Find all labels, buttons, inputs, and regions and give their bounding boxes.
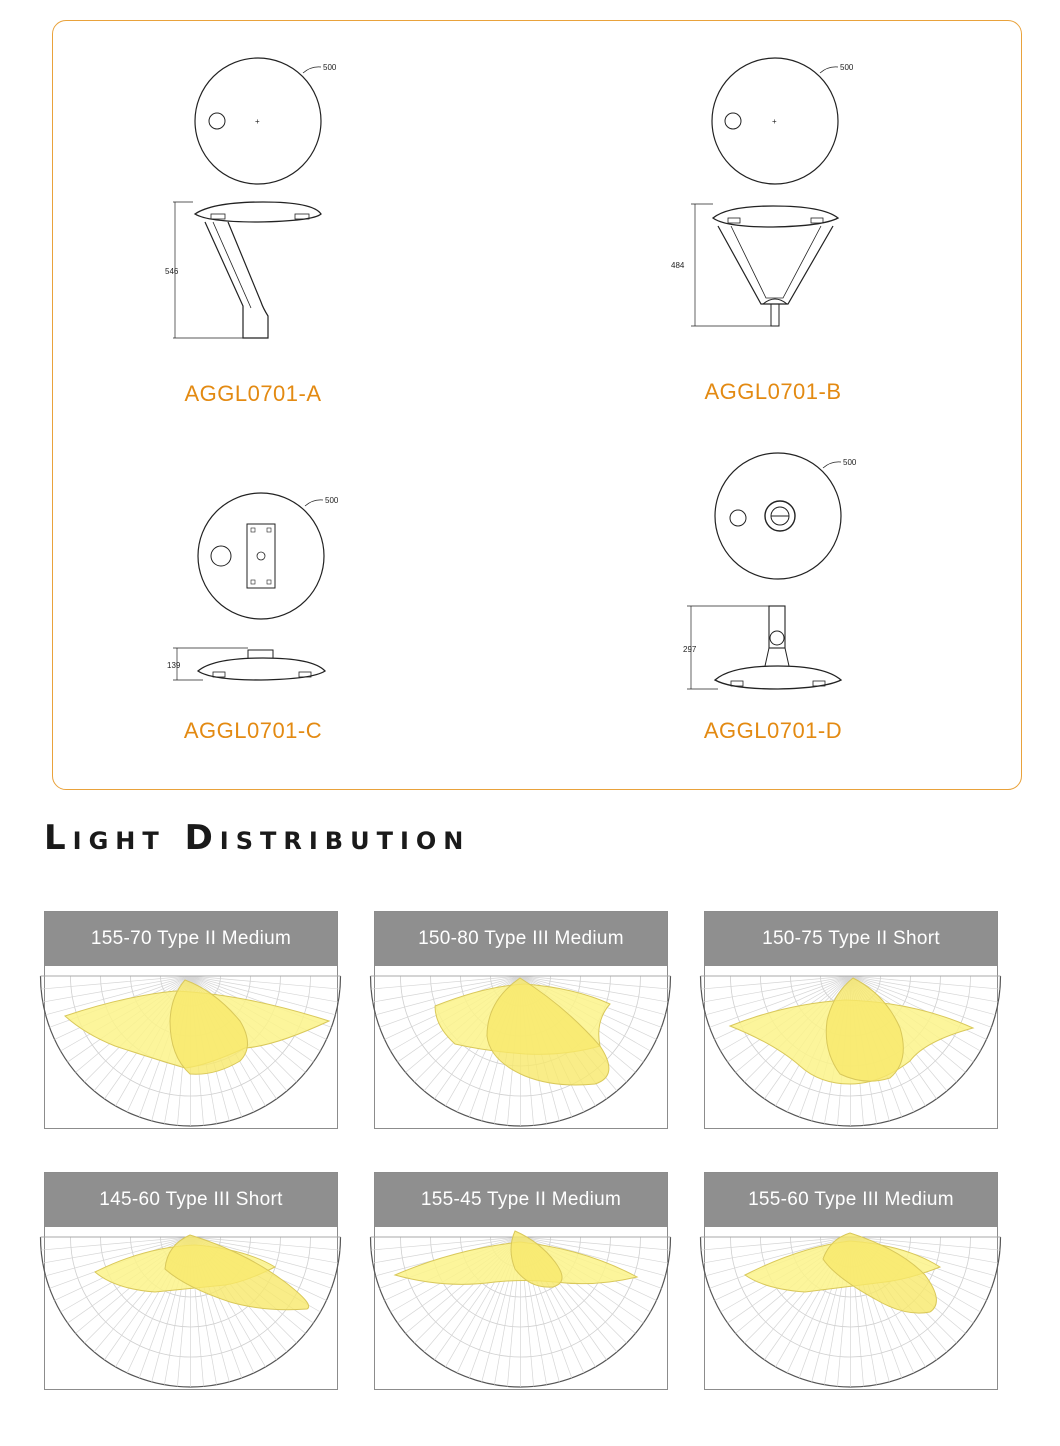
distribution-label: 155-45 Type II Medium xyxy=(375,1173,667,1227)
distribution-card-2 xyxy=(374,911,668,1129)
polar-spoke xyxy=(851,976,1000,989)
polar-diagram xyxy=(45,1227,336,1389)
svg-text:+: + xyxy=(772,117,777,126)
model-d-drawing xyxy=(673,446,973,706)
model-c-svg xyxy=(153,486,353,706)
polar-diagram xyxy=(375,1227,666,1389)
model-c-height: 139 xyxy=(167,661,181,670)
model-b-svg xyxy=(673,46,873,346)
model-a-label: AGGL0701-A xyxy=(184,381,322,406)
polar-spoke xyxy=(701,976,850,989)
distribution-card-5 xyxy=(374,1172,668,1390)
model-b-drawing xyxy=(673,46,973,346)
model-d-label: AGGL0701-D xyxy=(703,718,843,743)
polar-spoke xyxy=(191,976,340,989)
distribution-card-3 xyxy=(704,911,998,1129)
model-a-diameter: 500 xyxy=(323,63,337,72)
model-a-drawing xyxy=(153,46,453,346)
section-title: Light Distribution xyxy=(44,818,471,858)
svg-text:+: + xyxy=(255,117,260,126)
model-d-height: 297 xyxy=(683,645,697,654)
distribution-label: 150-80 Type III Medium xyxy=(375,912,667,966)
model-d-svg xyxy=(673,446,883,706)
technical-drawings-panel xyxy=(52,20,1022,790)
model-a-height: 546 xyxy=(165,267,179,276)
model-b-height: 484 xyxy=(671,261,685,270)
distribution-label: 155-60 Type III Medium xyxy=(705,1173,997,1227)
polar-diagram xyxy=(705,1227,996,1389)
distribution-card-4 xyxy=(44,1172,338,1390)
distribution-label: 150-75 Type II Short xyxy=(705,912,997,966)
polar-diagram xyxy=(375,966,666,1128)
model-b-label: AGGL0701-B xyxy=(704,379,842,404)
model-c-diameter: 500 xyxy=(325,496,339,505)
polar-diagram xyxy=(45,966,336,1128)
distribution-label: 145-60 Type III Short xyxy=(45,1173,337,1227)
distribution-card-1 xyxy=(44,911,338,1129)
polar-diagram xyxy=(705,966,996,1128)
distribution-label: 155-70 Type II Medium xyxy=(45,912,337,966)
model-d-diameter: 500 xyxy=(843,458,857,467)
model-c-label: AGGL0701-C xyxy=(183,718,323,743)
model-b-diameter: 500 xyxy=(840,63,854,72)
model-a-svg xyxy=(153,46,353,346)
polar-spoke xyxy=(41,976,190,989)
distribution-card-6 xyxy=(704,1172,998,1390)
model-c-drawing xyxy=(153,486,453,706)
